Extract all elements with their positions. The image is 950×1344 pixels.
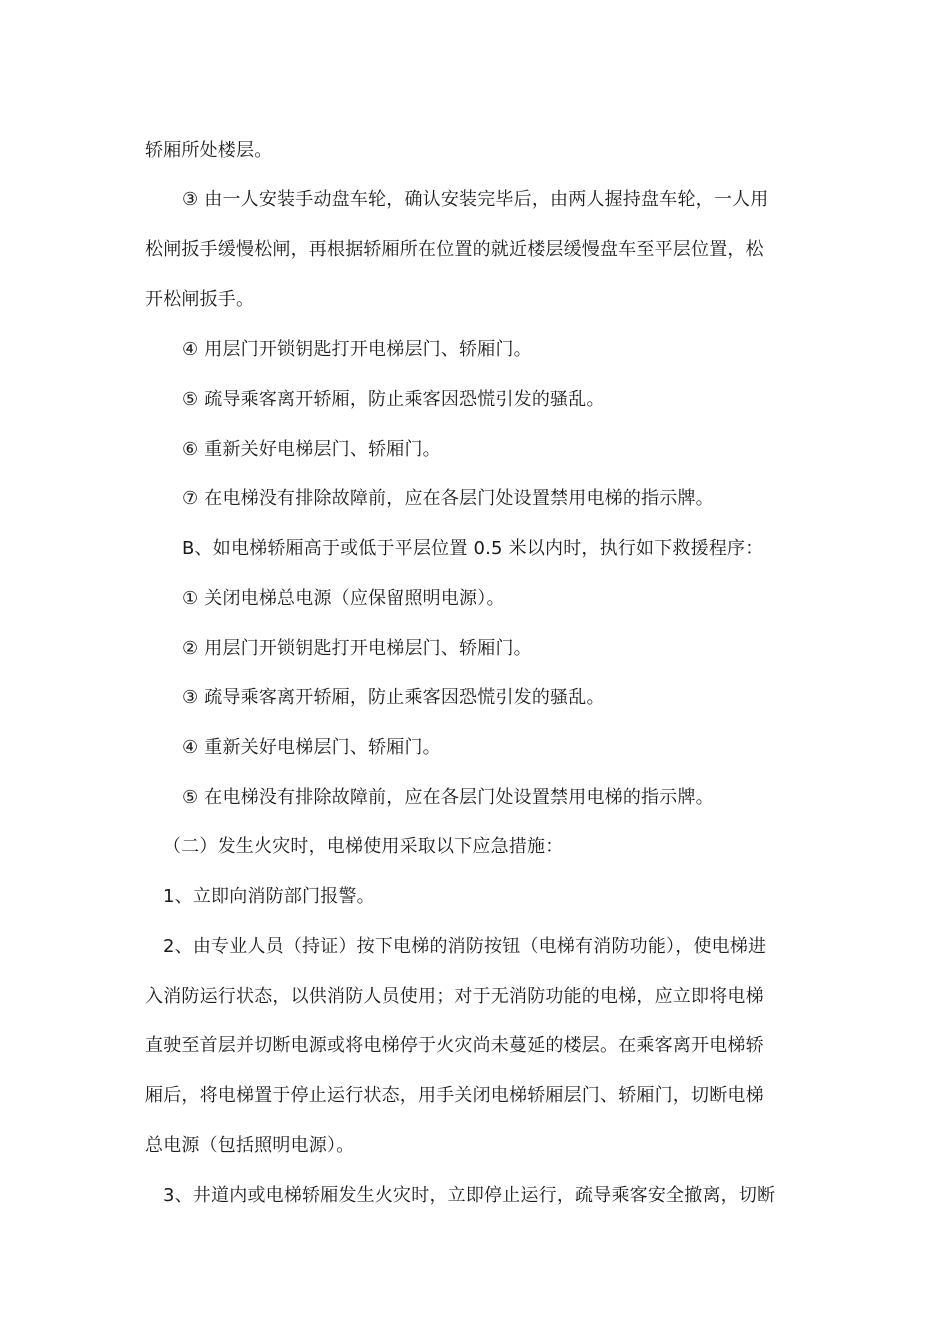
text-line: ① 关闭电梯总电源（应保留照明电源）。 (182, 588, 505, 609)
text-line: 1、立即向消防部门报警。 (163, 886, 375, 907)
text-line: ② 用层门开锁钥匙打开电梯层门、轿厢门。 (182, 638, 532, 659)
text-line: ④ 重新关好电梯层门、轿厢门。 (182, 737, 441, 758)
text-line: ③ 由一人安装手动盘车轮，确认安装完毕后，由两人握持盘车轮，一人用 (182, 189, 769, 210)
text-line: 入消防运行状态，以供消防人员使用；对于无消防功能的电梯，应立即将电梯 (145, 986, 764, 1007)
text-line: 2、由专业人员（持证）按下电梯的消防按钮（电梯有消防功能），使电梯进 (163, 936, 767, 957)
text-line: 3、井道内或电梯轿厢发生火灾时，立即停止运行，疏导乘客安全撤离，切断 (163, 1185, 776, 1206)
text-line: ⑥ 重新关好电梯层门、轿厢门。 (182, 439, 441, 460)
text-line: 总电源（包括照明电源）。 (145, 1135, 355, 1156)
text-line: 厢后，将电梯置于停止运行状态，用手关闭电梯轿厢层门、轿厢门，切断电梯 (145, 1085, 764, 1106)
text-line: ⑦ 在电梯没有排除故障前，应在各层门处设置禁用电梯的指示牌。 (182, 488, 714, 509)
text-line: 直驶至首层并切断电源或将电梯停于火灾尚未蔓延的楼层。在乘客离开电梯轿 (145, 1035, 764, 1056)
text-line: （二）发生火灾时，电梯使用采取以下应急措施： (163, 836, 564, 857)
text-line: 轿厢所处楼层。 (145, 140, 273, 161)
text-line: ③ 疏导乘客离开轿厢，防止乘客因恐慌引发的骚乱。 (182, 687, 605, 708)
text-line: ⑤ 疏导乘客离开轿厢，防止乘客因恐慌引发的骚乱。 (182, 389, 605, 410)
text-line: ⑤ 在电梯没有排除故障前，应在各层门处设置禁用电梯的指示牌。 (182, 787, 714, 808)
text-line: ④ 用层门开锁钥匙打开电梯层门、轿厢门。 (182, 339, 532, 360)
text-line: 松闸扳手缓慢松闸，再根据轿厢所在位置的就近楼层缓慢盘车至平层位置，松 (145, 239, 764, 260)
text-line: 开松闸扳手。 (145, 289, 255, 310)
text-line: B、如电梯轿厢高于或低于平层位置 0.5 米以内时，执行如下救援程序： (182, 538, 764, 559)
